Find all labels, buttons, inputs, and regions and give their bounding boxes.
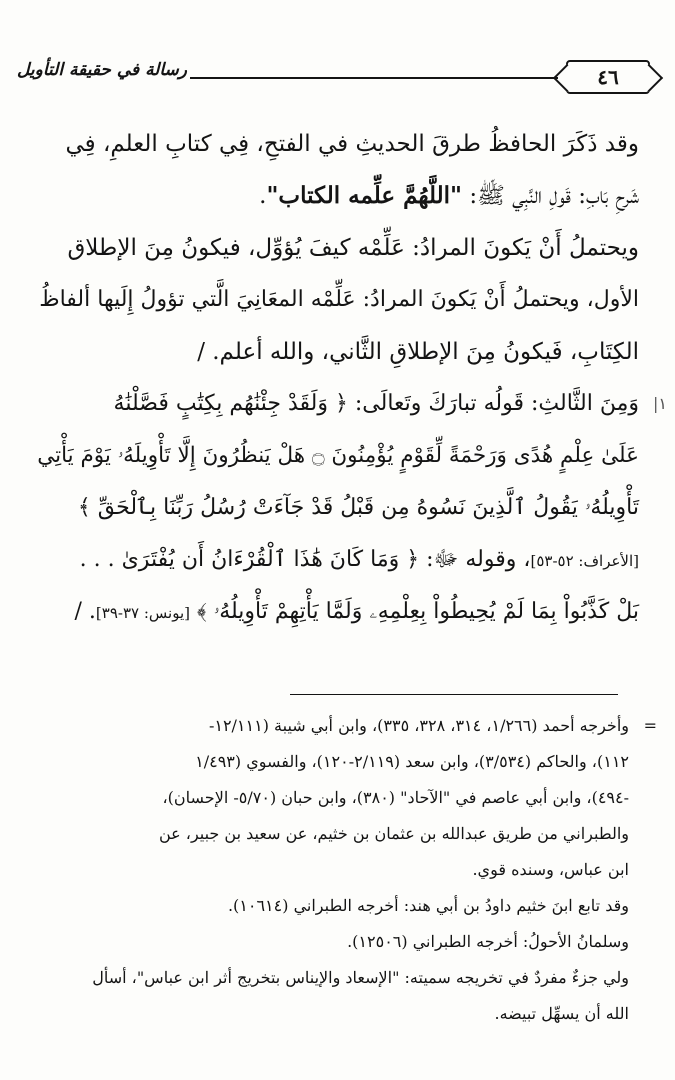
footnote-line: والطبراني من طريق عبدالله بن عثمان بن خثيم، عن سعيد بن جبير، عن xyxy=(158,824,629,843)
quran-verse-line: بَلْ كَذَّبُواْ بِمَا لَمْ يُحِيطُواْ بِعِلْمِهِۦ وَلَمَّا يَأْتِهِمْ تَأْوِيلُهُۥ ﴾ [يونس: ٣٧-٣٩]. / xyxy=(74,599,639,624)
header-rule xyxy=(190,77,558,79)
running-title: رسالة في حقيقة التأويل xyxy=(17,60,187,80)
hadith-quote: "اللَّهُمَّ علِّمه الكتاب" xyxy=(266,182,463,209)
text-line: شَرحِ بَابِ: قَولِ النَّبِي ﷺ: "اللَّهُمَّ علِّمه الكتاب". xyxy=(259,182,639,209)
text-line: ويحتملُ أَنْ يَكونَ المرادُ: عَلِّمْه كيفَ يُؤوِّل، فيكونُ مِنَ الإطلاق xyxy=(67,235,639,261)
footnotes xyxy=(28,708,657,1032)
quran-verse-line: تَأْوِيلُهُۥ يَقُولُ ٱلَّذِينَ نَسُوهُ مِن قَبْلُ قَدْ جَآءَتْ رُسُلُ رَبِّنَا بِٱلْحَقِّ ﴾ xyxy=(77,495,639,520)
page-header xyxy=(17,50,650,102)
footnote-line: ولي جزءٌ مفردٌ في تخريجه سميته: "الإسعاد والإيناس بتخريج أثر ابن عباس"، أسأل xyxy=(92,968,629,987)
page-number: ٤٦ xyxy=(566,60,650,94)
text-line: [الأعراف: ٥٢-٥٣]، وقوله ﷻ: ﴿ وَمَا كَانَ هَٰذَا ٱلْقُرْءَانُ أَن يُفْتَرَىٰ . . . xyxy=(79,547,639,572)
verse-reference: [يونس: ٣٧-٣٩] xyxy=(95,604,190,622)
text-line: ١| وَمِنَ الثَّالثِ: قَولُه تبارَكَ وتَعالَى: ﴿ وَلَقَدْ جِئْنَٰهُم بِكِتَٰبٍ فَصَّلْنَٰهُ xyxy=(36,378,639,430)
footnote-line: ١١٢)، والحاكم (٣/٥٣٤)، وابن سعد (٢/١١٩-١٢٠)، والفسوي (١/٤٩٣ xyxy=(195,752,629,771)
verse-reference: [الأعراف: ٥٢-٥٣] xyxy=(530,552,639,570)
footnote-line: الله أن يسهِّل تبيضه. xyxy=(494,1004,629,1023)
footnote-line: وسلمانُ الأحولُ: أخرجه الطبراني (١٢٥٠٦). xyxy=(347,932,629,951)
footnote-line: -٤٩٤)، وابن أبي عاصم في "الآحاد" (٣٨٠)، وابن حبان (٥/٧٠- الإحسان)، xyxy=(162,788,629,807)
footnote-line: = وأخرجه أحمد (١/٢٦٦، ٣١٤، ٣٢٨، ٣٣٥)، وابن أبي شيبة (١٢/١١١- xyxy=(28,708,629,744)
margin-mark: ١| xyxy=(653,394,667,413)
footnote-line: ابن عباس، وسنده قوي. xyxy=(472,860,629,879)
quran-verse-line: عَلَىٰ عِلْمٍ هُدًى وَرَحْمَةً لِّقَوْمٍ يُؤْمِنُونَ ۝ هَلْ يَنظُرُونَ إِلَّا تَأْوِيلَهُۥ يَوْمَ يَأْتِي xyxy=(37,443,639,468)
continuation-mark: = xyxy=(643,716,657,735)
text-line: الكِتَابِ، فَيكونُ مِنَ الإطلاقِ الثَّاني، والله أعلم. / xyxy=(197,339,639,365)
text-line: وقد ذَكَرَ الحافظُ طرقَ الحديثِ في الفتحِ، فِي كتابِ العلمِ، فِي xyxy=(65,131,639,157)
footnote-separator xyxy=(290,694,618,695)
footnote-line: وقد تابع ابنَ خثيم داودُ بن أبي هند: أخرجه الطبراني (١٠٦١٤). xyxy=(227,896,629,915)
main-text xyxy=(36,118,667,638)
text-line: الأول، ويحتملُ أَنْ يَكونَ المرادُ: عَلِّمْه المعَانِيَ الَّتي تؤولُ إِلَيها ألفاظُ xyxy=(39,287,639,312)
